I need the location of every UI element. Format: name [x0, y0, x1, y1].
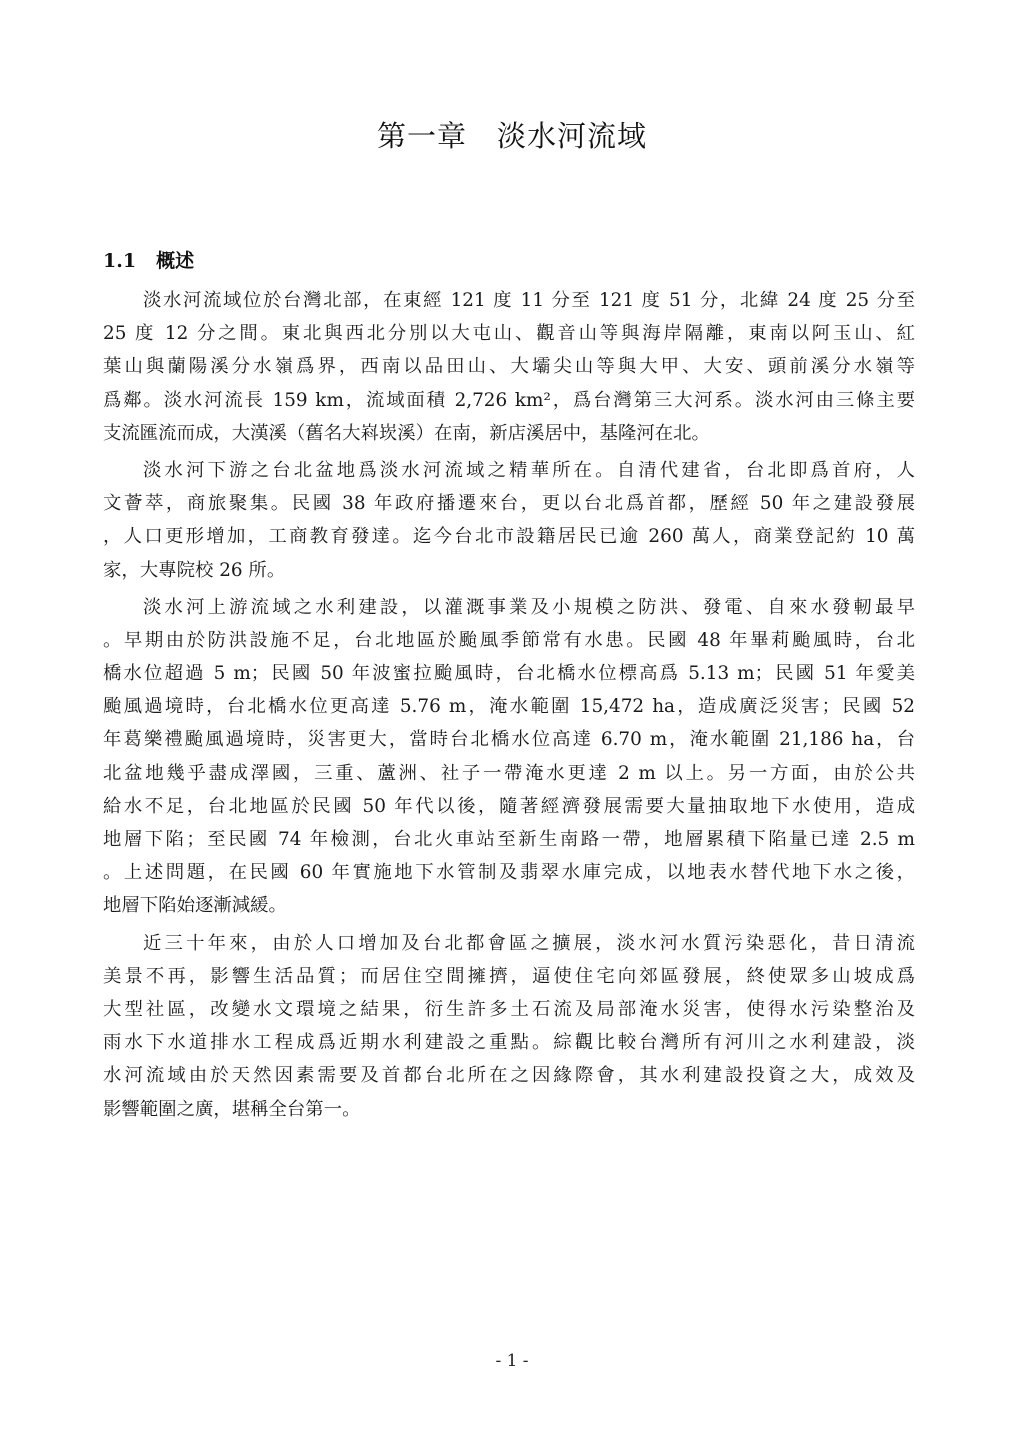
text-line: 。上述問題，在民國 60 年實施地下水管制及翡翠水庫完成，以地表水替代地下水之後， — [103, 862, 915, 884]
section-heading — [103, 246, 194, 273]
text-line: 文薈萃，商旅聚集。民國 38 年政府播遷來台，更以台北爲首都，歷經 50 年之建設發展 — [103, 493, 915, 515]
text-line: 年葛樂禮颱風過境時，災害更大，當時台北橋水位高達 6.70 m，淹水範圍 21,186 ha，台 — [103, 729, 915, 751]
paragraph — [103, 454, 915, 587]
chapter-prefix: 第一章 — [376, 119, 467, 153]
text-line: 颱風過境時，台北橋水位更高達 5.76 m，淹水範圍 15,472 ha，造成廣泛災害；民國 52 — [103, 696, 915, 718]
text-line: 25 度 12 分之間。東北與西北分別以大屯山、觀音山等與海岸隔離，東南以阿玉山、紅 — [103, 323, 915, 345]
text-line: 支流匯流而成，大漢溪（舊名大嵙崁溪）在南，新店溪居中，基隆河在北。 — [103, 422, 710, 444]
text-line: 北盆地幾乎盡成澤國，三重、蘆洲、社子一帶淹水更達 2 m 以上。另一方面，由於公共 — [103, 762, 915, 784]
text-line: 淡水河下游之台北盆地爲淡水河流域之精華所在。自清代建省，台北即爲首府，人 — [143, 459, 915, 481]
text-line: ，人口更形增加，工商教育發達。迄今台北市設籍居民已逾 260 萬人，商業登記約 10 萬 — [103, 526, 915, 548]
text-line: 雨水下水道排水工程成爲近期水利建設之重點。綜觀比較台灣所有河川之水利建設，淡 — [103, 1032, 915, 1054]
text-line: 地層下陷始逐漸減緩。 — [103, 895, 287, 917]
text-line: 大型社區，改變水文環境之結果，衍生許多土石流及局部淹水災害，使得水污染整治及 — [103, 998, 915, 1020]
text-line: 爲鄰。淡水河流長 159 km，流域面積 2,726 km²，爲台灣第三大河系。淡水河由三條主要 — [103, 389, 915, 411]
page-number: - 1 - — [495, 1351, 529, 1371]
text-line: 家，大專院校 26 所。 — [103, 559, 286, 581]
text-line: 給水不足，台北地區於民國 50 年代以後，隨著經濟發展需要大量抽取地下水使用，造成 — [103, 795, 915, 817]
text-line: 影響範圍之廣，堪稱全台第一。 — [103, 1098, 361, 1120]
paragraph — [103, 284, 915, 450]
section-number: 1.1 — [103, 250, 137, 272]
text-line: 。早期由於防洪設施不足，台北地區於颱風季節常有水患。民國 48 年畢莉颱風時，台北 — [103, 629, 915, 651]
text-line: 水河流域由於天然因素需要及首都台北所在之因緣際會，其水利建設投資之大，成效及 — [103, 1065, 915, 1087]
text-line: 淡水河流域位於台灣北部，在東經 121 度 11 分至 121 度 51 分，北緯 24 度 25 分至 — [143, 290, 915, 311]
chapter-title — [0, 114, 1024, 155]
chapter-name: 淡水河流域 — [497, 119, 648, 153]
section-title: 概述 — [156, 250, 195, 272]
text-line: 近三十年來，由於人口增加及台北都會區之擴展，淡水河水質污染惡化，昔日清流 — [143, 932, 915, 954]
paragraph — [103, 927, 915, 1126]
text-line: 美景不再，影響生活品質；而居住空間擁擠，逼使住宅向郊區發展，終使眾多山坡成爲 — [103, 965, 915, 987]
text-line: 橋水位超過 5 m；民國 50 年波蜜拉颱風時，台北橋水位標高爲 5.13 m；民國 51 年愛美 — [103, 663, 915, 685]
paragraph — [103, 591, 915, 923]
body-text — [103, 284, 915, 1126]
text-line: 地層下陷；至民國 74 年檢測，台北火車站至新生南路一帶，地層累積下陷量已達 2.5 m — [103, 829, 915, 850]
text-line: 淡水河上游流域之水利建設，以灌溉事業及小規模之防洪、發電、自來水發軔最早 — [143, 596, 915, 618]
text-line: 葉山與蘭陽溪分水嶺爲界，西南以品田山、大壩尖山等與大甲、大安、頭前溪分水嶺等 — [103, 356, 915, 378]
